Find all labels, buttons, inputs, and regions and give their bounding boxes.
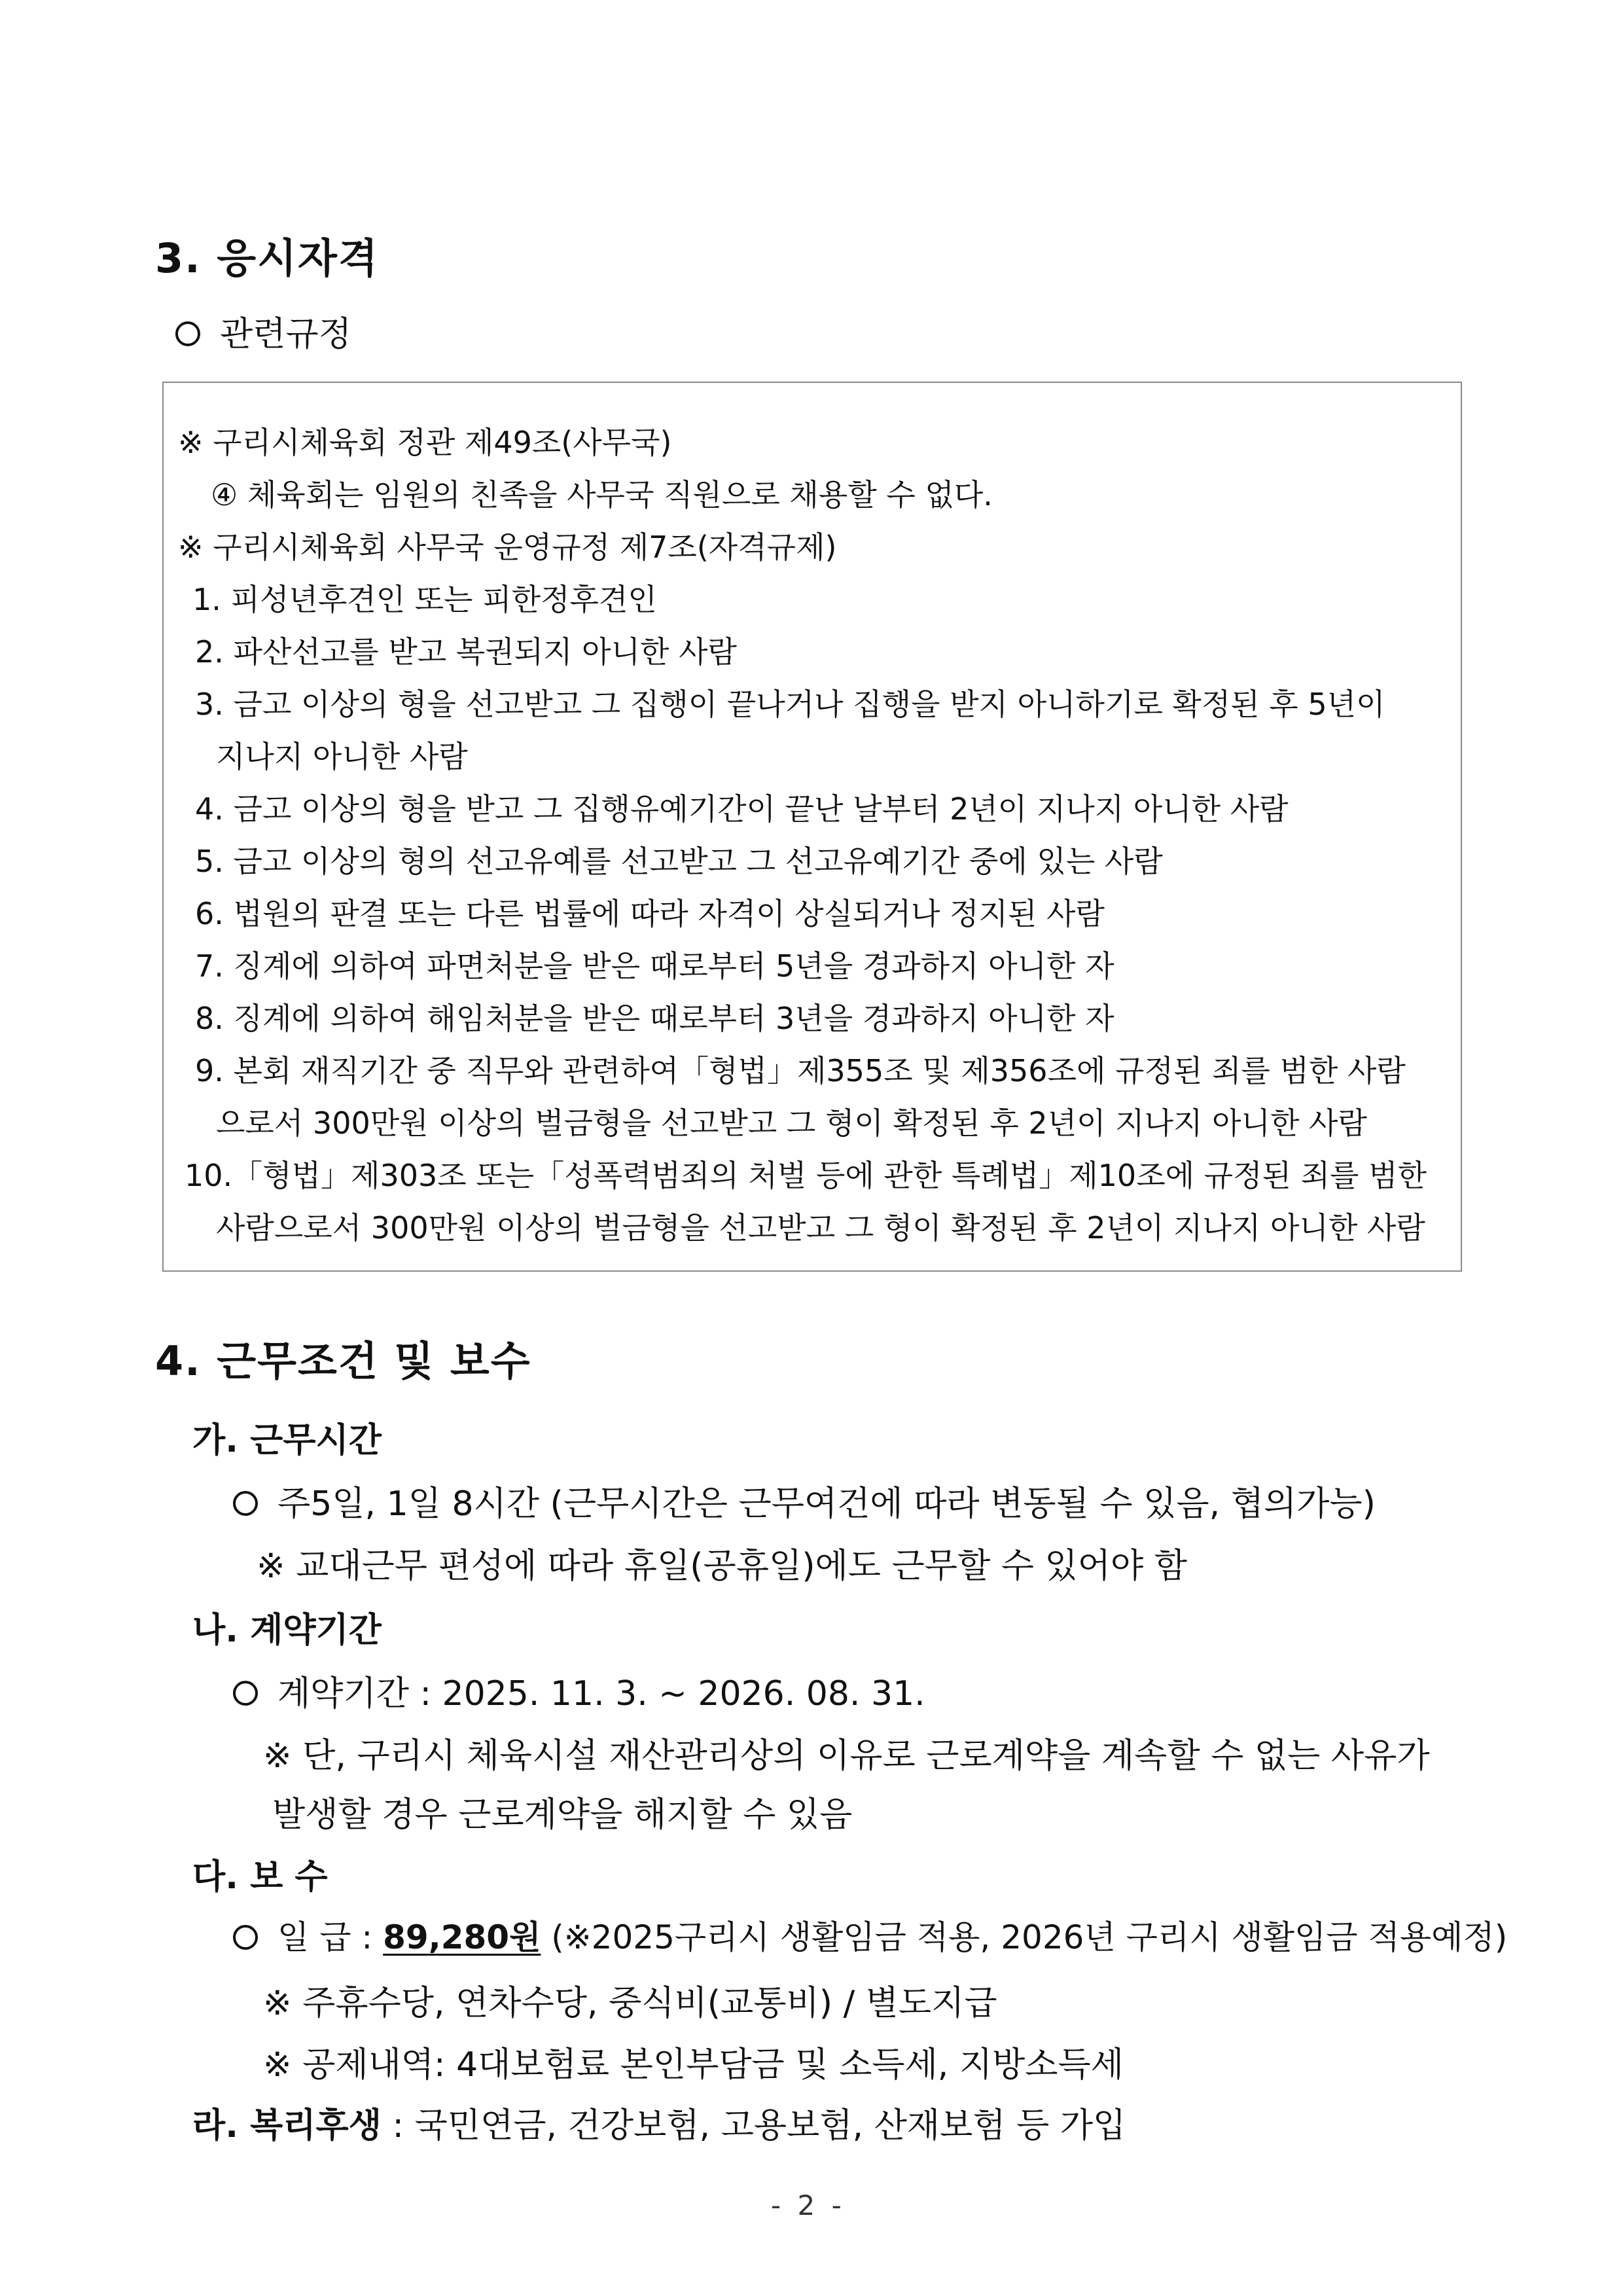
box-line: 2. 파산선고를 받고 복권되지 아니한 사람 — [195, 634, 737, 670]
box-line: 사람으로서 300만원 이상의 벌금형을 선고받고 그 형이 확정된 후 2년이 지나지 아니한 사람 — [216, 1210, 1425, 1246]
box-line: 으로서 300만원 이상의 벌금형을 선고받고 그 형이 확정된 후 2년이 지나지 아니한 사람 — [216, 1105, 1367, 1141]
circle-bullet-icon — [233, 1491, 258, 1516]
circle-bullet-icon — [175, 321, 200, 346]
box-line: 5. 금고 이상의 형의 선고유예를 선고받고 그 선고유예기간 중에 있는 사람 — [195, 844, 1163, 879]
box-line: 1. 피성년후견인 또는 피한정후견인 — [192, 582, 657, 617]
pay-note-2: ※ 공제내역: 4대보험료 본인부담금 및 소득세, 지방소득세 — [263, 2045, 1124, 2085]
box-line: ※ 구리시체육회 정관 제49조(사무국) — [178, 425, 672, 460]
contract-period-line: 계약기간 : 2025. 11. 3. ~ 2026. 08. 31. — [233, 1666, 925, 1715]
heading-work-hours: 가. 근무시간 — [192, 1421, 382, 1460]
box-line: ④ 체육회는 임원의 친족을 사무국 직원으로 채용할 수 없다. — [211, 477, 993, 512]
box-line: 7. 징계에 의하여 파면처분을 받은 때로부터 5년을 경과하지 아니한 자 — [195, 948, 1115, 984]
daily-wage-amount: 89,280원 — [383, 1918, 541, 1956]
section4-title: 4. 근무조건 및 보수 — [155, 1337, 531, 1385]
box-line: ※ 구리시체육회 사무국 운영규정 제7조(자격규제) — [178, 529, 837, 565]
circle-bullet-icon — [233, 1681, 258, 1706]
pay-line: 일 급 : 89,280원 (※2025구리시 생활임금 적용, 2026년 구리시 생활임금 적용예정) — [233, 1911, 1507, 1958]
heading-pay: 다. 보 수 — [192, 1857, 328, 1897]
work-hours-line: 주5일, 1일 8시간 (근무시간은 근무여건에 따라 변동될 수 있음, 협의가능) — [233, 1476, 1376, 1525]
heading-welfare: 라. 복리후생 — [192, 2106, 382, 2145]
box-line: 9. 본회 재직기간 중 직무와 관련하여「형법」제355조 및 제356조에 규정된 죄를 범한 사람 — [195, 1053, 1406, 1088]
work-hours-note: ※ 교대근무 편성에 따라 휴일(공휴일)에도 근무할 수 있어야 함 — [257, 1547, 1187, 1586]
box-line: 3. 금고 이상의 형을 선고받고 그 집행이 끝나거나 집행을 받지 아니하기로 확정된 후 5년이 — [195, 687, 1385, 722]
box-line: 4. 금고 이상의 형을 받고 그 집행유예기간이 끝난 날부터 2년이 지나지 아니한 사람 — [195, 791, 1289, 827]
pay-note-1: ※ 주휴수당, 연차수당, 중식비(교통비) / 별도지급 — [263, 1984, 997, 2023]
box-line: 10.「형법」제303조 또는「성폭력범죄의 처벌 등에 관한 특례법」제10조에 규정된 죄를 범한 — [185, 1158, 1427, 1193]
contract-note-1: ※ 단, 구리시 체육시설 재산관리상의 이유로 근로계약을 계속할 수 없는 사유가 — [263, 1736, 1430, 1776]
section3-bullet-label: 관련규정 — [220, 315, 351, 354]
page-number: - 2 - — [771, 2189, 846, 2221]
box-line: 지나지 아니한 사람 — [216, 739, 468, 774]
section3-bullet — [175, 306, 351, 355]
heading-contract-period: 나. 계약기간 — [192, 1611, 382, 1650]
box-line: 6. 법원의 판결 또는 다른 법률에 따라 자격이 상실되거나 정지된 사람 — [195, 896, 1105, 931]
box-line: 8. 징계에 의하여 해임처분을 받은 때로부터 3년을 경과하지 아니한 자 — [195, 1001, 1115, 1036]
contract-note-2: 발생할 경우 근로계약을 해지할 수 있음 — [272, 1795, 853, 1835]
section3-title: 3. 응시자격 — [155, 234, 379, 282]
welfare-line: 라. 복리후생 : 국민연금, 건강보험, 고용보험, 산재보험 등 가입 — [192, 2106, 1126, 2145]
circle-bullet-icon — [233, 1925, 258, 1950]
